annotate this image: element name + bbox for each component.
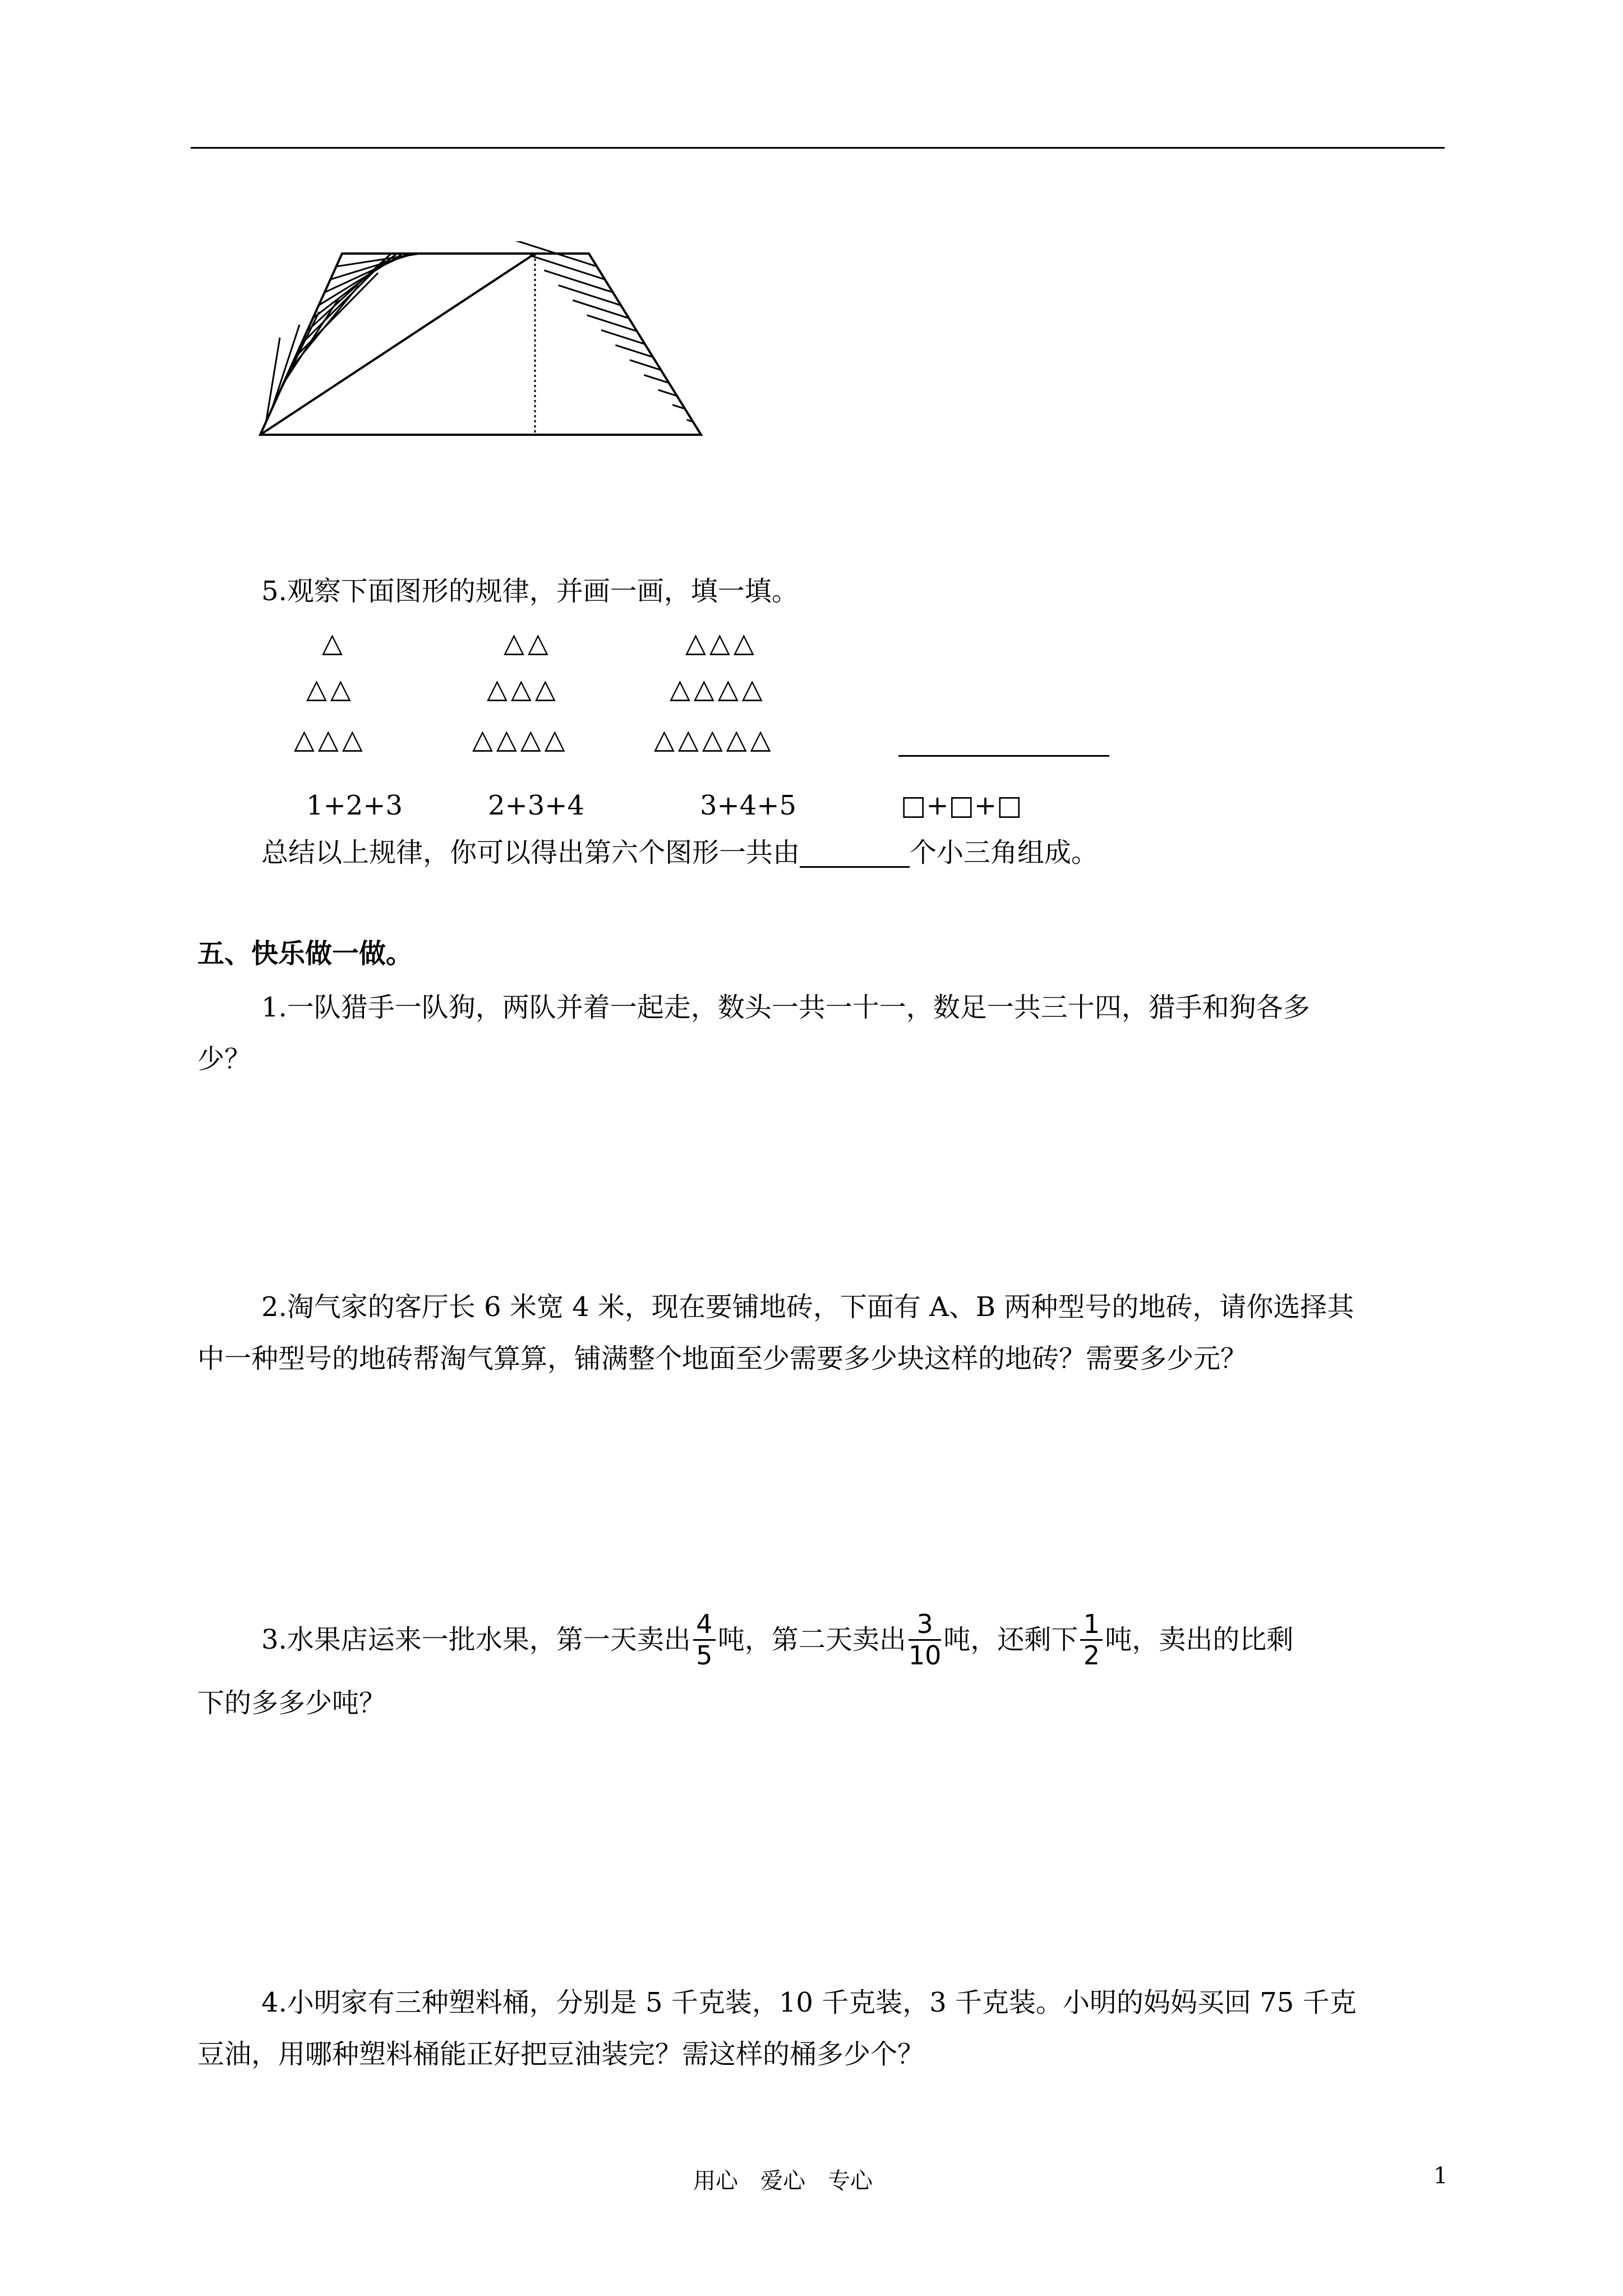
- q3-part4: 吨，卖出的比剩: [1105, 1624, 1294, 1655]
- group3-row2: △△△△: [670, 673, 766, 705]
- q5-summary-before: 总结以上规律，你可以得出第六个图形一共由: [261, 837, 800, 868]
- section5-heading: 五、快乐做一做。: [197, 938, 413, 969]
- frac2-numerator: 3: [916, 1609, 933, 1640]
- group1-row2: △△: [306, 673, 354, 705]
- q3-part2: 吨，第二天卖出: [717, 1624, 906, 1655]
- q2-line2: 中一种型号的地砖帮淘气算算，铺满整个地面至少需要多少块这样的地砖？需要多少元？: [197, 1343, 1248, 1374]
- page-number: 1: [1433, 2163, 1448, 2189]
- q3-line1: [261, 1598, 1293, 1682]
- group2-row1: △△: [504, 627, 552, 659]
- group3-row1: △△△: [685, 627, 758, 659]
- group1-row1: △: [322, 627, 346, 659]
- header-rule: [191, 147, 1445, 149]
- q3-part3: 吨，还剩下: [943, 1624, 1078, 1655]
- frac3-denominator: 2: [1083, 1640, 1100, 1671]
- frac3-numerator: 1: [1083, 1609, 1100, 1640]
- footer-motto: 用心 爱心 专心: [693, 2168, 873, 2194]
- group2-row3: △△△△: [472, 724, 569, 755]
- q4-line2: 豆油，用哪种塑料桶能正好把豆油装完？需这样的桶多少个？: [197, 2039, 925, 2070]
- q1-line1: 1.一队猎手一队狗，两队并着一起走，数头一共一十一，数足一共三十四，猎手和狗各多: [261, 992, 1310, 1023]
- formula-1: 1+2+3: [306, 790, 403, 821]
- fraction-three-tenths: [909, 1611, 942, 1669]
- fraction-four-fifths: [693, 1611, 716, 1669]
- frac1-denominator: 5: [696, 1640, 713, 1671]
- trapezoid-outline: [260, 254, 701, 435]
- frac1-numerator: 4: [696, 1609, 713, 1640]
- formula-3: 3+4+5: [700, 790, 797, 821]
- q4-line1: 4.小明家有三种塑料桶，分别是 5 千克装，10 千克装，3 千克装。小明的妈妈买回 75 千克: [261, 1987, 1357, 2018]
- q3-part1: 3.水果店运来一批水果，第一天卖出: [261, 1624, 691, 1655]
- answer-formula: □+□+□: [901, 790, 1022, 821]
- hatch-line: [530, 255, 605, 279]
- q2-line1: 2.淘气家的客厅长 6 米宽 4 米，现在要铺地砖，下面有 A、B 两种型号的地砖，请你选择其: [261, 1291, 1354, 1323]
- q5-prompt: 5.观察下面图形的规律，并画一画，填一填。: [261, 576, 799, 607]
- q3-line2: 下的多多少吨？: [197, 1687, 386, 1719]
- right-triangle-hatching: [515, 241, 693, 422]
- hatch-line: [330, 254, 414, 279]
- q5-answer-blank[interactable]: [800, 839, 910, 868]
- q1-line2: 少？: [197, 1043, 252, 1075]
- fraction-one-half: [1080, 1611, 1103, 1669]
- frac2-denominator: 10: [908, 1640, 942, 1671]
- drawing-answer-line: [898, 755, 1109, 757]
- group1-row3: △△△: [294, 724, 366, 755]
- hatch-line: [296, 273, 378, 357]
- q5-summary: [261, 839, 1098, 868]
- left-triangle-hatching: [266, 254, 420, 422]
- hatch-line: [272, 325, 299, 409]
- group2-row2: △△△: [487, 673, 559, 705]
- q5-summary-after: 个小三角组成。: [910, 837, 1099, 868]
- trapezoid-figure: [247, 241, 718, 443]
- group3-row3: △△△△△: [654, 724, 774, 755]
- formula-2: 2+3+4: [488, 790, 585, 821]
